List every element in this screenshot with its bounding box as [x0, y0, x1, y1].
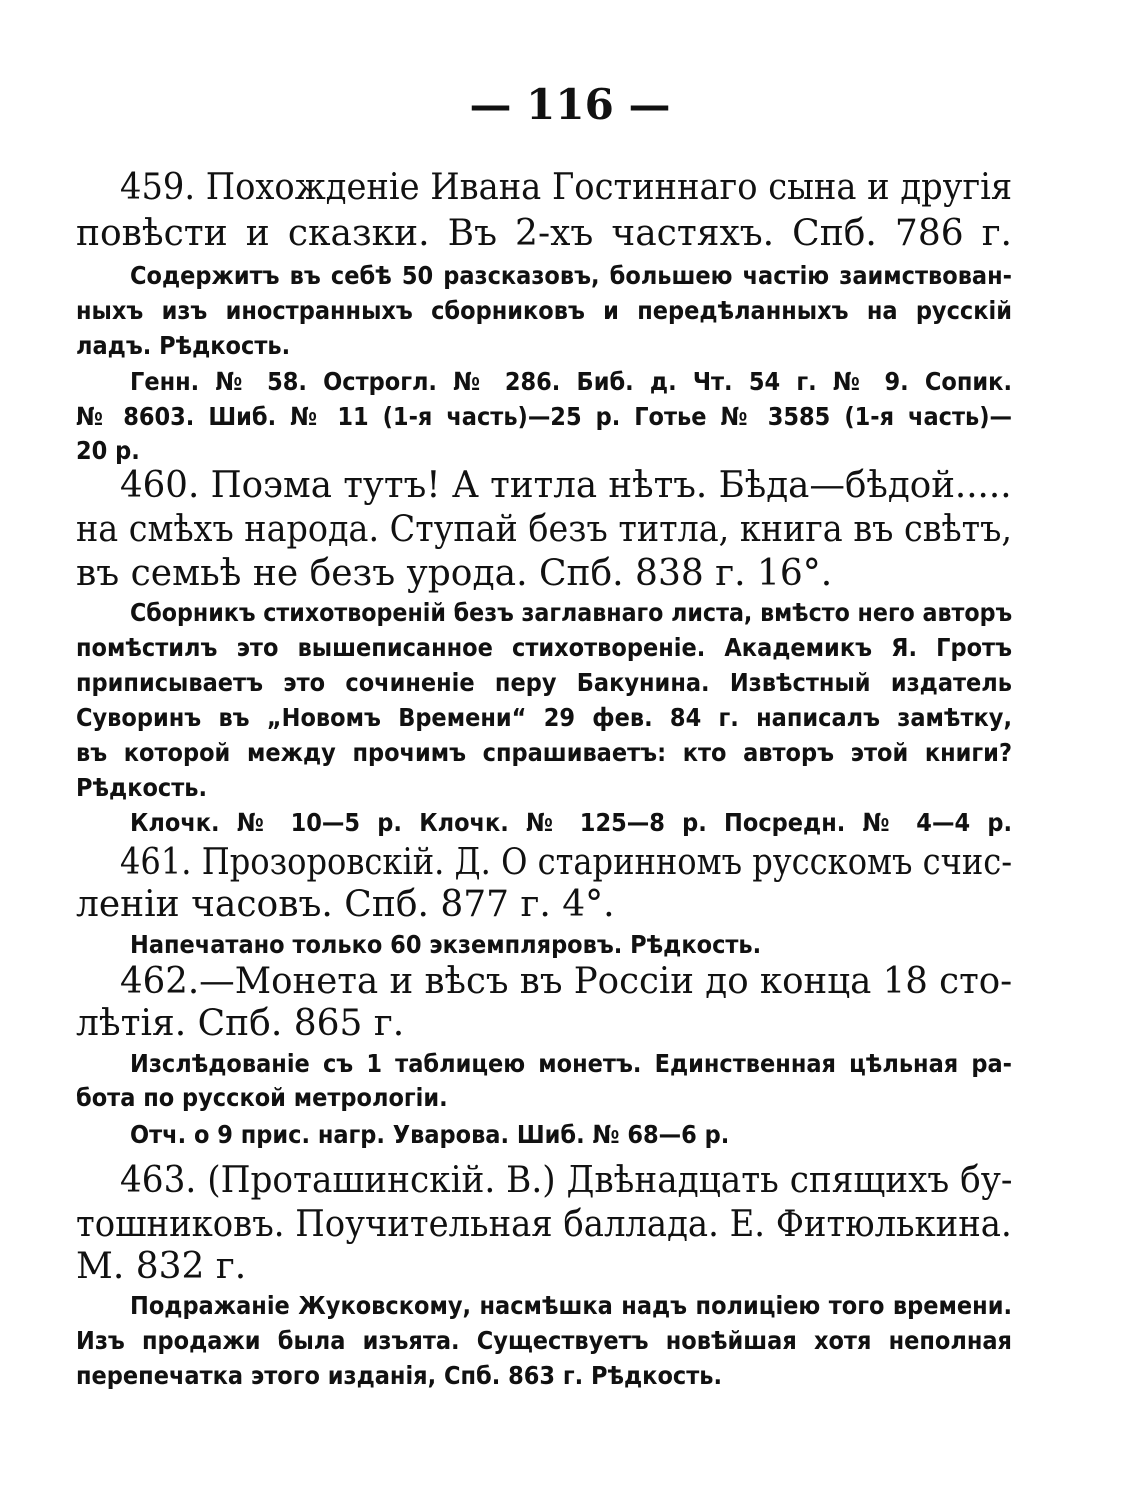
entry-459-refs-line-2: № 8603. Шиб. № 11 (1-я часть)—25 р. Готье № 3585 (1-я часть)— — [76, 402, 1012, 431]
entry-459-refs-line-1: Генн. № 58. Острогл. № 286. Биб. д. Чт. 54 г. № 9. Сопик. — [130, 367, 1012, 396]
entry-463-note-line-2: Изъ продажи была изъята. Существуетъ новѣйшая хотя неполная — [76, 1326, 1012, 1355]
entry-459-note-line-3: ладъ. Рѣдкость. — [76, 331, 291, 360]
entry-460-note-line-4: Суворинъ въ „Новомъ Времени“ 29 фев. 84 г. написалъ замѣтку, — [76, 703, 1012, 732]
entry-462-title-line-1: 462.—Монета и вѣсъ въ Россіи до конца 18 сто- — [120, 961, 1013, 1002]
entry-462-note-line-2: бота по русской метрологіи. — [76, 1083, 448, 1112]
entry-460-note-line-2: помѣстилъ это вышеписанное стихотвореніе. Академикъ Я. Гротъ — [76, 633, 1012, 662]
entry-459-note-line-2: ныхъ изъ иностранныхъ сборниковъ и передѣланныхъ на русскій — [76, 296, 1012, 325]
page-number: — 116 — — [469, 80, 671, 129]
entry-463-note-line-3: перепечатка этого изданія, Спб. 863 г. Рѣдкость. — [76, 1361, 723, 1390]
entry-463-note-line-1: Подражаніе Жуковскому, насмѣшка надъ полиціею того времени. — [130, 1291, 1012, 1320]
entry-459-note-line-1: Содержитъ въ себѣ 50 разсказовъ, большею частію заимствован- — [130, 261, 1012, 290]
entry-460-note-line-5: въ которой между прочимъ спрашиваетъ: кто авторъ этой книги? — [76, 738, 1012, 767]
entry-460-title-line-3: въ семьѣ не безъ урода. Спб. 838 г. 16°. — [76, 553, 833, 594]
entry-460-note-line-6: Рѣдкость. — [76, 773, 208, 802]
entry-463-title-line-1: 463. (Проташинскій. В.) Двѣнадцать спящихъ бу- — [120, 1160, 1013, 1201]
entry-461-title-line-2: леніи часовъ. Спб. 877 г. 4°. — [76, 884, 615, 925]
entry-462-title-line-2: лѣтія. Спб. 865 г. — [76, 1003, 405, 1044]
entry-461-note-line-1: Напечатано только 60 экземпляровъ. Рѣдкость. — [130, 930, 762, 959]
entry-461-title-line-1: 461. Прозоровскій. Д. О старинномъ русскомъ счис- — [120, 842, 1013, 883]
entry-459-title-line-2: повѣсти и сказки. Въ 2-хъ частяхъ. Спб. 786 г. — [76, 213, 1012, 254]
entry-460-note-line-1: Сборникъ стихотвореній безъ заглавнаго листа, вмѣсто него авторъ — [130, 598, 1013, 627]
entry-462-note-line-1: Изслѣдованіе съ 1 таблицею монетъ. Единственная цѣльная ра- — [130, 1049, 1012, 1078]
entry-462-refs-line-1: Отч. о 9 прис. нагр. Уварова. Шиб. № 68—6 р. — [130, 1120, 730, 1149]
entry-459-refs-line-3: 20 р. — [76, 436, 140, 465]
entry-463-title-line-2: тошниковъ. Поучительная баллада. Е. Фитюлькина. — [76, 1204, 1012, 1245]
entry-460-note-line-3: приписываетъ это сочиненіе перу Бакунина. Извѣстный издатель — [76, 668, 1012, 697]
entry-459-title-line-1: 459. Похожденіе Ивана Гостиннаго сына и другія — [120, 167, 1013, 208]
entry-460-refs-line-1: Клочк. № 10—5 р. Клочк. № 125—8 р. Посредн. № 4—4 р. — [130, 808, 1012, 837]
entry-463-title-line-3: М. 832 г. — [76, 1246, 247, 1287]
entry-460-title-line-1: 460. Поэма тутъ! А титла нѣтъ. Бѣда—бѣдой..... — [120, 465, 1012, 506]
entry-460-title-line-2: на смѣхъ народа. Ступай безъ титла, книга въ свѣтъ, — [76, 509, 1012, 550]
